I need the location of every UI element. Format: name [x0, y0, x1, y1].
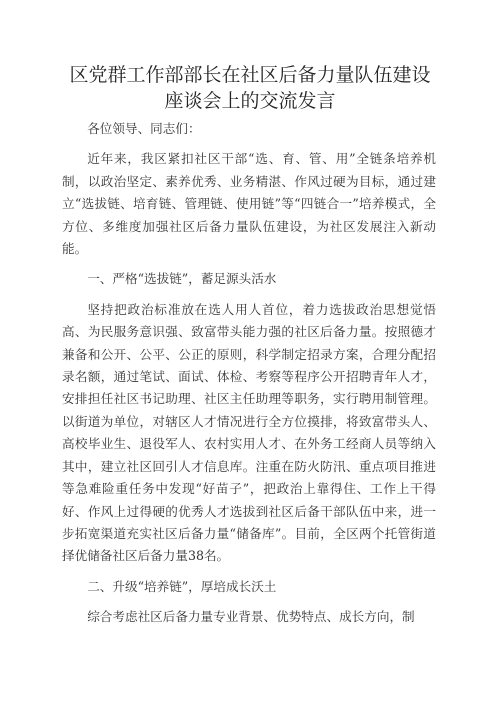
intro-paragraph: 近年来，我区紧扣社区干部“选、育、管、用”全链条培养机制，以政治坚定、素养优秀、业务精湛、作风过硬为目标，通过建立“选拔链、培育链、管理链、使用链”等“四链合一”培养模式，全方位、多维度加强社区后备力量队伍建设，为社区发展注入新动能。: [62, 151, 436, 257]
document-title: [40, 62, 460, 114]
title-line-2: 座谈会上的交流发言: [164, 90, 336, 112]
section-2-paragraph: 综合考虑社区后备力量专业背景、优势特点、成长方向，制: [87, 609, 415, 625]
title-line-1: 区党群工作部部长在社区后备力量队伍建设: [69, 64, 431, 86]
greeting: 各位领导、同志们：: [87, 121, 201, 136]
section-1-heading: 一、严格“选拔链”，蓄足源头活水: [87, 271, 277, 287]
section-2-heading: 二、升级“培养链”，厚培成长沃土: [87, 578, 277, 594]
section-1-paragraph: 坚持把政治标准放在选人用人首位，着力选拔政治思想觉悟高、为民服务意识强、致富带头能力强的社区后备力量。按照德才兼备和公开、公平、公正的原则，科学制定招录方案，合理分配招录名额，通过笔试、面试、体检、考察等程序公开招聘青年人才，安排担任社区书记助理、社区主任助理等职务，实行聘用制管理。以街道为单位，对辖区人才情况进行全方位摸排，将致富带头人、高校毕业生、退役军人、农村实用人才、在外务工经商人员等纳入其中，建立社区回引人才信息库。注重在防火防汛、重点项目推进等急难险重任务中发现“好苗子”，把政治上靠得住、工作上干得好、作风上过得硬的优秀人才选拔到社区后备干部队伍中来，进一步拓宽渠道充实社区后备力量“储备库”。目前，全区两个托管街道择优储备社区后备力量38名。: [62, 301, 436, 564]
document-body: [62, 118, 436, 637]
